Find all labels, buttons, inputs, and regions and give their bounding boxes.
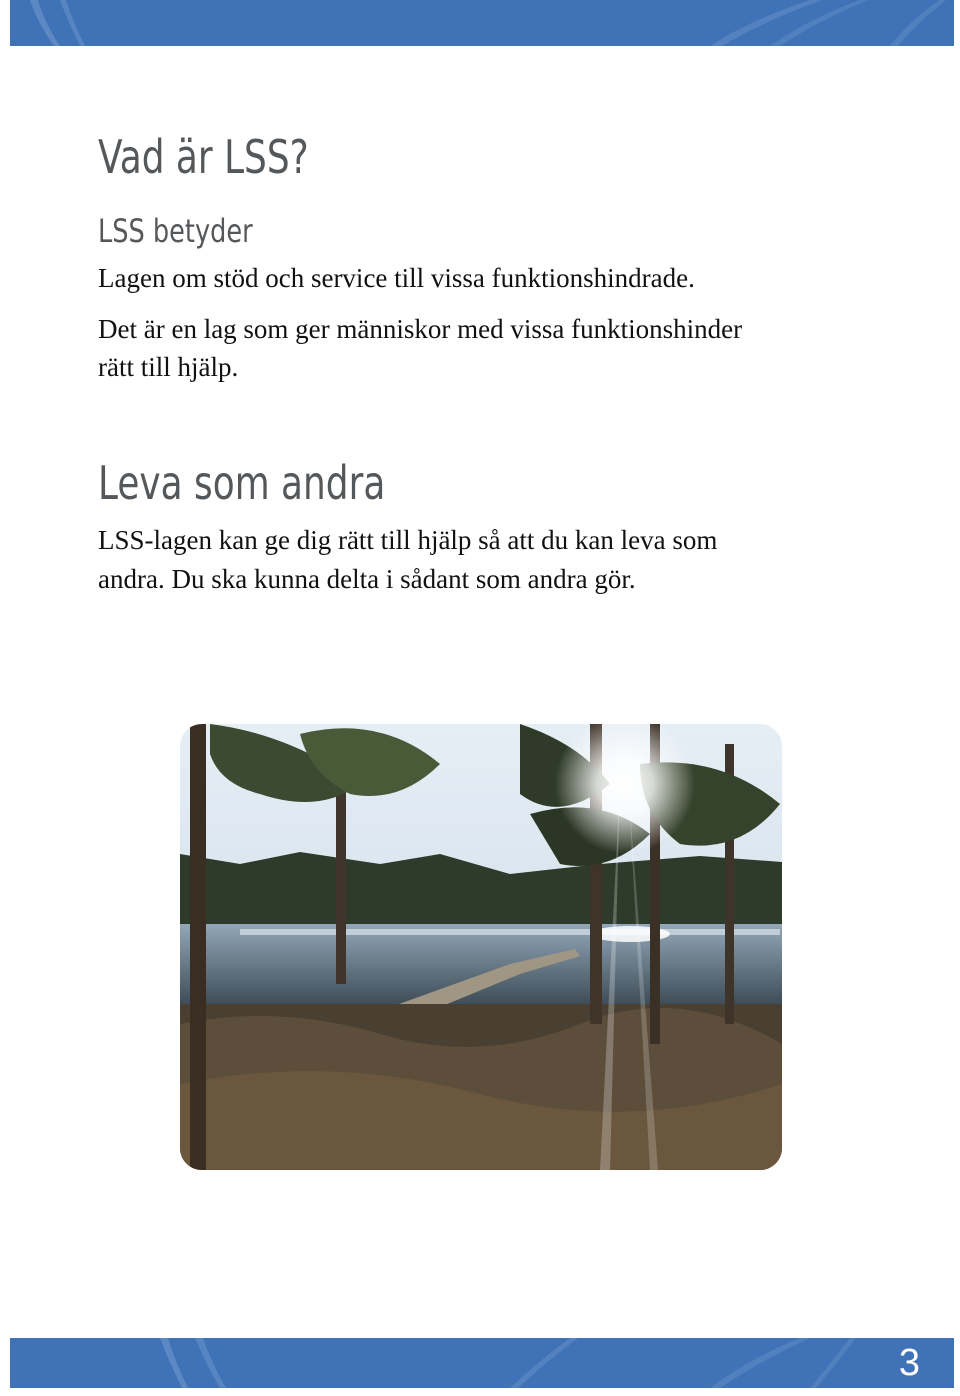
section-subtitle: LSS betyder xyxy=(98,212,253,250)
description-line-1: Det är en lag som ger människor med vissa funktionshinder xyxy=(98,314,743,344)
definition-text: Lagen om stöd och service till vissa funktionshindrade. xyxy=(98,263,695,293)
section-text-line-1: LSS-lagen kan ge dig rätt till hjälp så att du kan leva som xyxy=(98,525,718,555)
page-title: Vad är LSS? xyxy=(98,130,309,184)
page-number: 3 xyxy=(898,1342,920,1384)
header-swoosh-decoration xyxy=(10,0,954,46)
lake-forest-illustration xyxy=(180,724,782,1170)
footer-band xyxy=(10,1338,954,1388)
description-line-2: rätt till hjälp. xyxy=(98,352,239,382)
section-text-line-2: andra. Du ska kunna delta i sådant som andra gör. xyxy=(98,564,636,594)
lake-forest-photo xyxy=(180,724,782,1170)
header-band xyxy=(10,0,954,46)
footer-swoosh-decoration xyxy=(10,1338,954,1388)
section-title-leva: Leva som andra xyxy=(98,456,386,510)
